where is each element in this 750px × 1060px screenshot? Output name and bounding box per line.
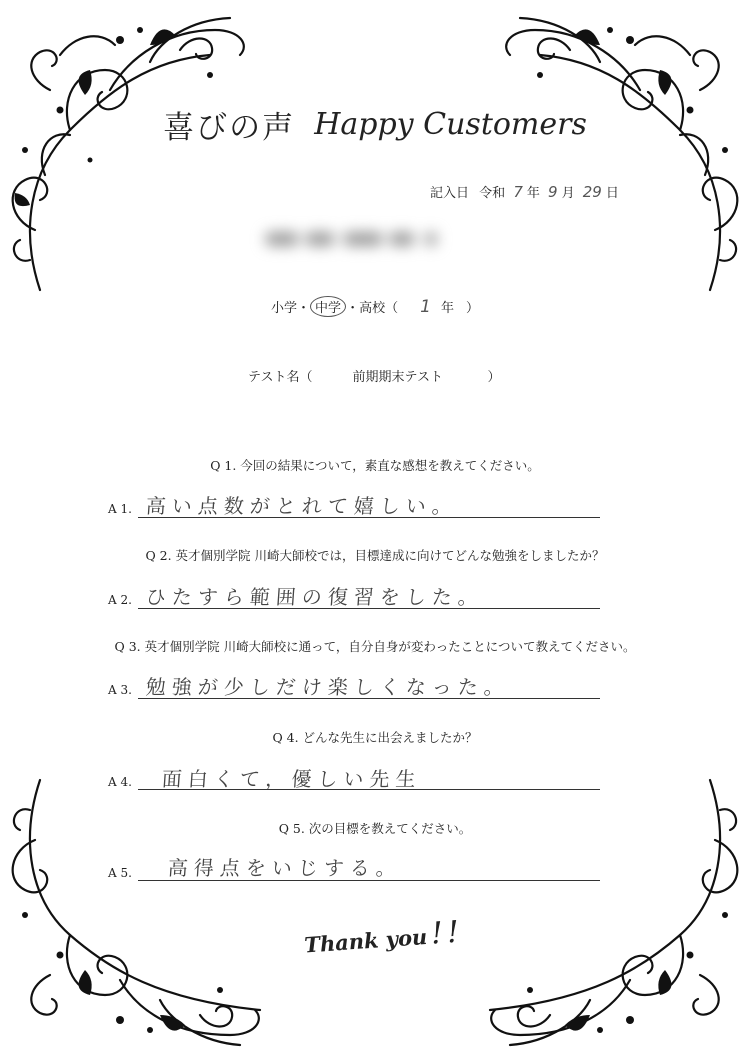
date-era: 令和 (479, 186, 506, 201)
date-day-unit: 日 (605, 186, 619, 201)
answer-2: ひたすら範囲の復習をした。 (145, 585, 485, 609)
school-level (0, 296, 750, 317)
thank-you-exclamation: !! (429, 914, 465, 952)
answer-label-5: A 5. (108, 866, 132, 880)
title-english: Happy Customers (314, 107, 587, 142)
answer-4: 面白くて，優しい先生 (161, 767, 423, 791)
thank-you-message (303, 914, 464, 960)
answer-line-2 (138, 608, 600, 609)
grade-value: 1 (420, 297, 431, 317)
answer-label-4: A 4. (108, 775, 132, 789)
question-2: Q 2. 英才個別学院 川崎大師校では，目標達成に向けてどんな勉強をしましたか？ (145, 548, 605, 563)
open-paren: （ (385, 301, 399, 316)
answer-3: 勉強が少しだけ楽しくなった。 (145, 675, 511, 699)
question-1: Q 1. 今回の結果について，素直な感想を教えてください。 (210, 458, 540, 473)
question-3: Q 3. 英才個別学院 川崎大師校に通って，自分自身が変わったことについて教えてください。 (114, 639, 636, 654)
date-month-unit: 月 (561, 186, 575, 201)
school-high: 高校 (359, 301, 386, 316)
date-day: 29 (582, 183, 602, 201)
entry-date (430, 182, 619, 201)
answer-line-5 (138, 880, 600, 881)
question-5: Q 5. 次の目標を教えてください。 (278, 821, 472, 836)
close-paren: ） (465, 301, 479, 316)
school-middle-selected: 中学 (310, 296, 346, 317)
school-elementary: 小学 (271, 301, 298, 316)
test-name-row (248, 366, 501, 385)
answer-1: 高い点数がとれて嬉しい。 (145, 494, 459, 518)
title-japanese: 喜びの声 (163, 110, 296, 146)
answer-line-4 (138, 789, 600, 790)
ornament-bottom-left (0, 770, 280, 1060)
test-name: 前期期末テスト (352, 370, 443, 385)
question-4: Q 4. どんな先生に出会えましたか？ (272, 730, 478, 745)
test-label: テスト名（ (248, 370, 313, 385)
test-close-paren: ） (487, 370, 501, 385)
date-year-unit: 年 (526, 186, 540, 201)
answer-5: 高得点をいじする。 (167, 856, 403, 880)
answer-label-2: A 2. (108, 593, 132, 607)
answer-label-3: A 3. (108, 683, 132, 697)
page-title (0, 102, 750, 152)
ornament-bottom-right (470, 770, 750, 1060)
answer-line-3 (138, 698, 600, 699)
date-month: 9 (548, 183, 558, 201)
thank-you-text: Thank you (303, 923, 429, 958)
answer-line-1 (138, 517, 600, 518)
redacted-name (265, 216, 465, 260)
answer-label-1: A 1. (108, 502, 132, 516)
separator: ・ (297, 301, 311, 316)
grade-unit: 年 (440, 301, 454, 316)
date-label: 記入日 (430, 186, 470, 201)
separator: ・ (346, 301, 360, 316)
date-year: 7 (513, 183, 523, 201)
